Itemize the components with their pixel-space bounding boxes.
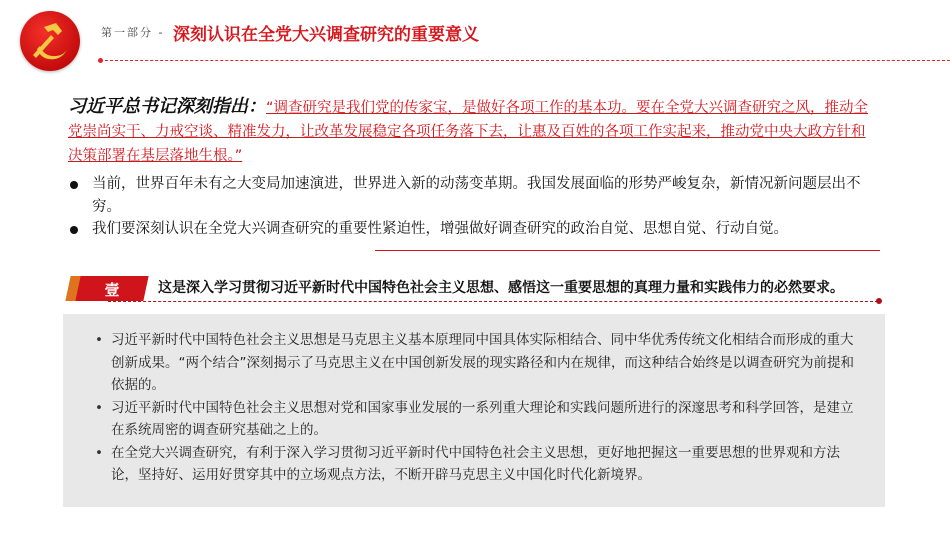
list-item: 我们要深刻认识在全党大兴调查研究的重要性紧迫性，增强做好调查研究的政治自觉、思想自觉、行动自觉。 xyxy=(68,218,883,241)
badge-label: 壹 xyxy=(104,281,120,299)
points-panel xyxy=(63,314,885,507)
list-item: • 习近平新时代中国特色社会主义思想是马克思主义基本原理同中国具体实际相结合、同中华优秀传统文化相结合而形成的重大创新成果。“两个结合”深刻揭示了马克思主义在中国创新发展的现实路径和内在规律，而这种结合始终是以调查研究为前提和依据的。 xyxy=(99,329,859,397)
quote-block xyxy=(68,95,878,168)
list-item: • 在全党大兴调查研究，有利于深入学习贯彻习近平新时代中国特色社会主义思想，更好地把握这一重要思想的世界观和方法论，坚持好、运用好贯穿其中的立场观点方法，不断开辟马克思主义中国化时代化新境界。 xyxy=(99,442,859,487)
list-item: 当前，世界百年未有之大变局加速演进，世界进入新的动荡变革期。我国发展面临的形势严峻复杂，新情况新问题层出不穷。 xyxy=(68,173,883,218)
section-divider xyxy=(108,301,878,302)
section-lead: 这是深入学习贯彻习近平新时代中国特色社会主义思想、感悟这一重要思想的真理力量和实践伟力的必然要求。 xyxy=(158,280,844,296)
divider-dot xyxy=(876,298,882,304)
list-item: • 习近平新时代中国特色社会主义思想对党和国家事业发展的一系列重大理论和实践问题所进行的深邃思考和科学回答，是建立在系统周密的调查研究基础之上的。 xyxy=(99,397,859,442)
bullet-list xyxy=(68,173,883,241)
page-title: 深刻认识在全党大兴调查研究的重要意义 xyxy=(173,25,479,45)
hammer-sickle-icon xyxy=(20,11,80,71)
quote-lead: 习近平总书记深刻指出： xyxy=(68,96,266,117)
section-badge xyxy=(68,276,146,301)
red-divider xyxy=(375,250,880,251)
header-divider xyxy=(100,60,950,61)
quote-text: “调查研究是我们党的传家宝，是做好各项工作的基本功。要在全党大兴调查研究之风，推动全党崇尚实干、力戒空谈、精准发力，让改革发展稳定各项任务落下去，让惠及百姓的各项工作实起来，推动党中央大政方针和决策部署在基层落地生根。” xyxy=(68,100,869,164)
part-label: 第一部分 - xyxy=(101,26,165,39)
party-emblem-logo xyxy=(20,11,80,71)
